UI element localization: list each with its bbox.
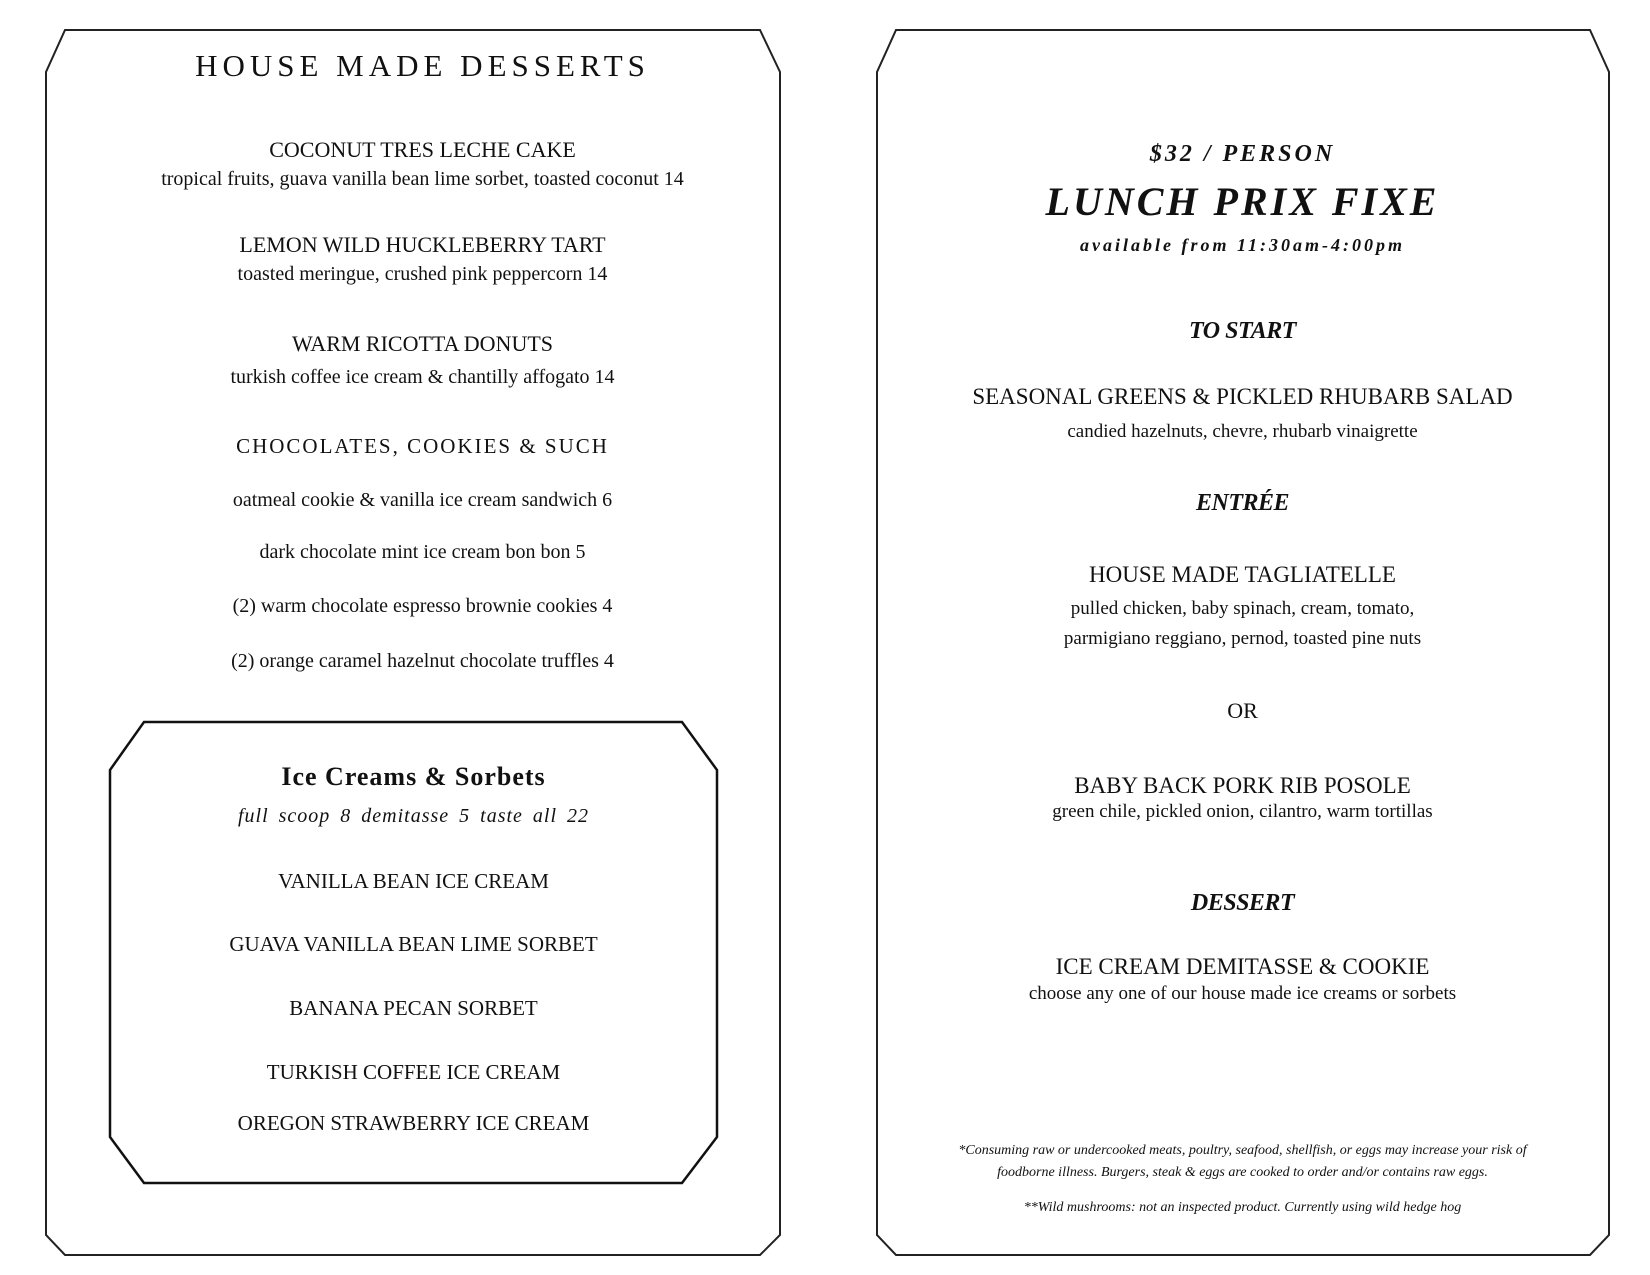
- dessert-item-name: WARM RICOTTA DONUTS: [291, 331, 554, 356]
- dessert-item-desc: toasted meringue, crushed pink peppercorn 14: [237, 263, 608, 285]
- dessert-item-name: COCONUT TRES LECHE CAKE: [269, 137, 576, 162]
- ice-cream-flavor: BANANA PECAN SORBET: [289, 996, 538, 1020]
- ice-cream-pricing: full scoop 8 demitasse 5 taste all 22: [237, 805, 590, 827]
- dessert-item-desc: tropical fruits, guava vanilla bean lime sorbet, toasted coconut 14: [161, 168, 684, 190]
- starter-desc: candied hazelnuts, chevre, rhubarb vinaigrette: [1067, 421, 1418, 442]
- health-disclaimer: *Consuming raw or undercooked meats, poultry, seafood, shellfish, or eggs may increase your risk of: [958, 1143, 1527, 1158]
- small-dessert-item: dark chocolate mint ice cream bon bon 5: [259, 541, 586, 563]
- dessert-course-desc: choose any one of our house made ice creams or sorbets: [1028, 983, 1457, 1004]
- entree-or-divider: OR: [1227, 698, 1258, 723]
- prix-fixe-title: LUNCH PRIX FIXE: [1045, 179, 1440, 224]
- starter-name: SEASONAL GREENS & PICKLED RHUBARB SALAD: [972, 384, 1513, 409]
- course-heading-start: TO START: [1189, 318, 1296, 344]
- chocolates-section-title: CHOCOLATES, COOKIES & SUCH: [236, 434, 609, 458]
- entree-option-desc: parmigiano reggiano, pernod, toasted pine nuts: [1063, 628, 1422, 649]
- dessert-course-name: ICE CREAM DEMITASSE & COOKIE: [1055, 954, 1430, 979]
- ice-cream-flavor: GUAVA VANILLA BEAN LIME SORBET: [229, 932, 598, 956]
- ice-cream-flavor: OREGON STRAWBERRY ICE CREAM: [237, 1111, 590, 1135]
- course-heading-entree: ENTRÉE: [1195, 490, 1290, 516]
- entree-option-desc: green chile, pickled onion, cilantro, warm tortillas: [1052, 801, 1433, 822]
- entree-option-desc: pulled chicken, baby spinach, cream, tomato,: [1070, 598, 1415, 619]
- small-dessert-item: (2) warm chocolate espresso brownie cookies 4: [232, 595, 613, 617]
- dessert-item-desc: turkish coffee ice cream & chantilly affogato 14: [230, 366, 615, 388]
- ice-cream-flavor: VANILLA BEAN ICE CREAM: [278, 869, 549, 893]
- dessert-item-name: LEMON WILD HUCKLEBERRY TART: [239, 232, 606, 257]
- course-heading-dessert: DESSERT: [1190, 890, 1295, 916]
- ice-cream-flavor: TURKISH COFFEE ICE CREAM: [266, 1060, 561, 1084]
- availability-hours: available from 11:30am-4:00pm: [1080, 235, 1405, 255]
- small-dessert-item: oatmeal cookie & vanilla ice cream sandwich 6: [232, 489, 613, 511]
- ice-cream-title: Ice Creams & Sorbets: [281, 762, 546, 791]
- desserts-title: HOUSE MADE DESSERTS: [195, 48, 650, 83]
- entree-option-name: HOUSE MADE TAGLIATELLE: [1089, 562, 1396, 587]
- mushroom-note: **Wild mushrooms: not an inspected product. Currently using wild hedge hog: [1023, 1200, 1462, 1215]
- health-disclaimer: foodborne illness. Burgers, steak & eggs are cooked to order and/or contains raw eggs.: [997, 1165, 1488, 1180]
- small-dessert-item: (2) orange caramel hazelnut chocolate truffles 4: [231, 650, 614, 672]
- price-per-person: $32 / PERSON: [1149, 141, 1336, 167]
- entree-option-name: BABY BACK PORK RIB POSOLE: [1074, 773, 1411, 798]
